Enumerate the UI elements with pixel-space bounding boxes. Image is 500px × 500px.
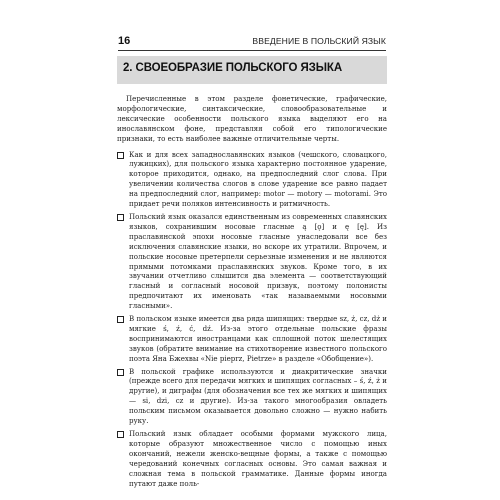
list-item-text: Польский язык оказался единственным из современных славянских языков, сохранившим носовые гласные ą [ǫ] и ę [ę]. Из праславянской эпохи носовые гласные унаследовали все без исключения славянские языки, но вскоре их утратили. Впрочем, и польские носовые претерпели серьезные изменения и не являются прямыми потомками праславянских звуков. Кроме того, в их звучании отчетливо слышится два элемента — соответствующий гласный и согласный носовой призвук, поэтому полонисты предпочитают их именовать «так называемыми носовыми гласными».: [129, 211, 387, 311]
checkbox-bullet-icon: [117, 214, 124, 221]
list-item: [117, 150, 387, 209]
feature-list: [117, 150, 387, 489]
list-item: [117, 429, 387, 488]
list-item-text: Как и для всех западнославянских языков (чешского, словацкого, лужицких), для польского языка характерно постоянное ударение, которое приходится, однако, на предпоследний слог слова. При увеличении количества слогов в слове ударение все равно падает на предпоследний слог, например: motor — motory — motorami. Это придает речи поляков интенсивность и ритмичность.: [129, 149, 387, 209]
section-banner: [117, 56, 387, 84]
list-item: [117, 212, 387, 311]
intro-paragraph: Перечисленные в этом разделе фонетические, графические, морфологические, синтаксические, словообразовательные и лексические особенности польского языка выделяют его на инославянском фоне, представляя собой его типологические признаки, то есть наиболее важные отличительные черты.: [117, 94, 387, 143]
section-title: 2. СВОЕОБРАЗИЕ ПОЛЬСКОГО ЯЗЫКА: [123, 62, 343, 74]
body-text: [117, 94, 387, 491]
checkbox-bullet-icon: [117, 316, 124, 323]
list-item-text: В польском языке имеется два ряда шипящих: твердые sz, ż, cz, dż и мягкие ś, ź, ć, dź. Из-за этого отдельные польские фразы воспринимаются иностранцами как сплошной поток шелестящих звуков (обратите внимание на стихотворение известного польского поэта Яна Бжехвы «Nie pieprz, Pietrze» в разделе «Обобщение»).: [129, 314, 387, 363]
checkbox-bullet-icon: [117, 431, 124, 438]
running-head: ВВЕДЕНИЕ В ПОЛЬСКИЙ ЯЗЫК: [252, 36, 386, 46]
list-item-text: Польский язык обладает особыми формами мужского лица, которые образуют множественное число с помощью иных окончаний, нежели женско-вещные формы, а также с помощью чередований конечных согласных основы. Это самая важная и сложная тема в польской грамматике. Данные формы иногда путают даже поль-: [129, 429, 387, 488]
page-header: [118, 34, 386, 51]
list-item-text: В польской графике используются и диакритические значки (прежде всего для передачи мягких и шипящих согласных – ś, ź, ż и другие), и диграфы (для обозначения все тех же мягких и шипящих — si, dzi, cz и другие). Из-за такого многообразия овладеть польским письмом оказывается довольно сложно — нужно набить руку.: [129, 366, 387, 426]
list-item: [117, 314, 387, 364]
checkbox-bullet-icon: [117, 152, 124, 159]
page-number: 16: [118, 35, 131, 47]
checkbox-bullet-icon: [117, 369, 124, 376]
list-item: [117, 367, 387, 426]
